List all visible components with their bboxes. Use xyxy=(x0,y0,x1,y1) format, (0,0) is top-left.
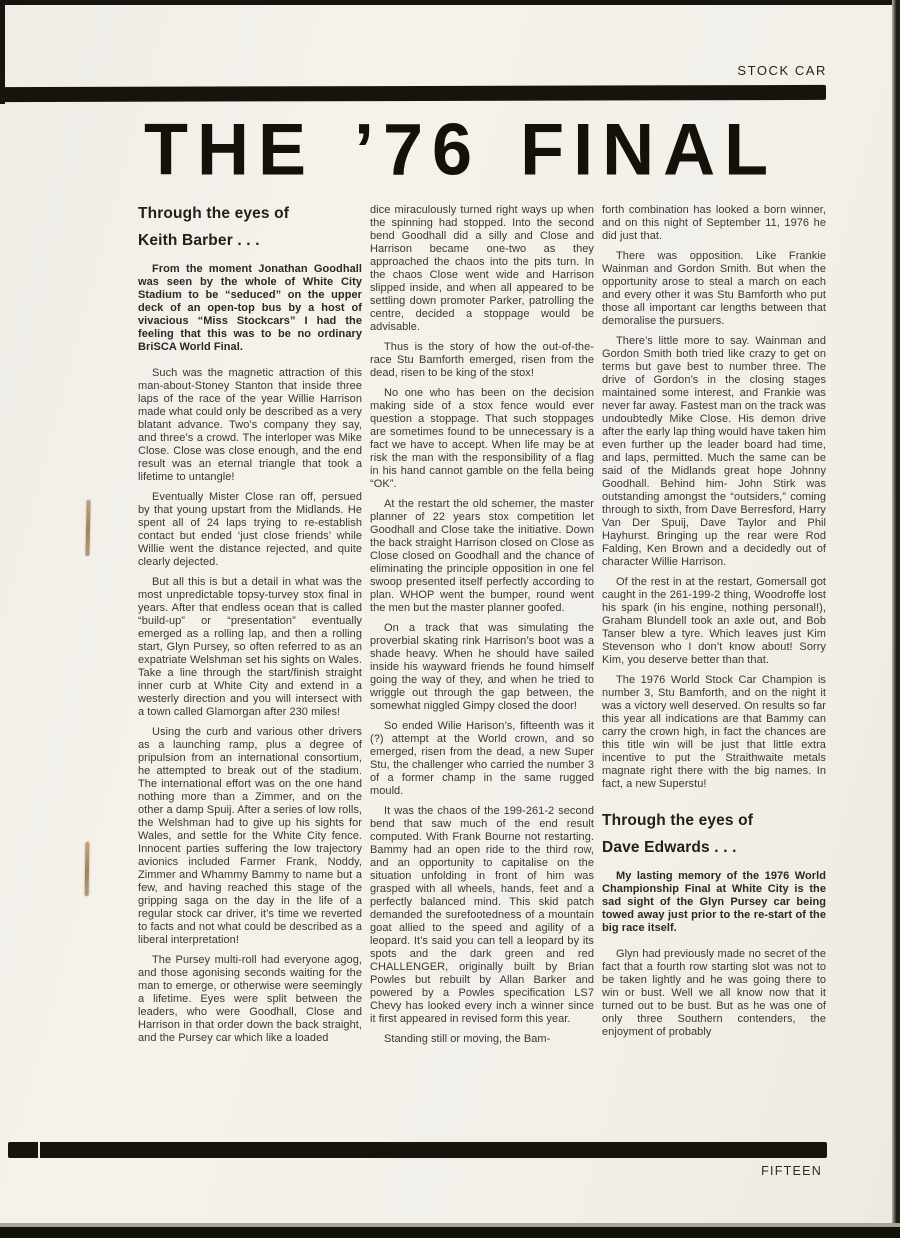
section-heading-line: Through the eyes of xyxy=(138,205,290,222)
body-paragraph: On a track that was simulating the proverbial skating rink Harrison’s boot was a shade heavy. When he should have sailed inside his wayward friends he found himself going the way of they, and when he tried to wriggle out through the gap between, the somewhat niggled Gimpy closed the door! xyxy=(370,622,594,712)
body-paragraph: At the restart the old schemer, the master planner of 22 years stox competition let Goodhall and Close take the initiative. Down the back straight Harrison closed on Close as Close closed on Goodhall and the chance of eliminating the principle opposition in one fel swoop presented itself perfectly according to plan. WHOP went the bumper, round went the men but the master planner goofed. xyxy=(370,498,594,614)
body-paragraph: The 1976 World Stock Car Champion is number 3, Stu Bamforth, and on the night it was a victory well deserved. On results so far this year all indications are that Bammy can carry the crown high, in fact the chances are this title win will be just that little extra incentive to put the Straithwaite metals magnate right there with the big names. In fact, a new Superstu! xyxy=(602,674,826,790)
article-body xyxy=(138,204,826,1146)
body-paragraph: Such was the magnetic attraction of this man-about-Stoney Stanton that inside three laps of the race of the year Willie Harrison made what could only be described as a very blatant advance. Two’s company they say, and three’s a crowd. The interloper was Mike Close. Close was close enough, and the end result was an eternal triangle that took a lifetime to untangle! xyxy=(138,367,362,483)
body-paragraph: Thus is the story of how the out-of-the-race Stu Bamforth emerged, risen from the dead, risen to be king of the stox! xyxy=(370,341,594,379)
article-column-2 xyxy=(370,204,594,1146)
body-paragraph: Of the rest in at the restart, Gomersall got caught in the 261-199-2 thing, Woodroffe lost his spark (in his engine, nothing personal!), Graham Blundell took an axle out, and Bob Tanser blew a tyre. Which leaves just Kim Stevenson who I don’t know about! Sorry Kim, you deserve better than that. xyxy=(602,576,826,666)
page-number: FIFTEEN xyxy=(761,1164,822,1178)
scan-edge-bottom xyxy=(0,1227,900,1238)
body-paragraph: forth combination has looked a born winner, and on this night of September 11, 1976 he did just that. xyxy=(602,204,826,242)
section-heading xyxy=(602,813,826,855)
body-paragraph: But all this is but a detail in what was the most unpredictable topsy-turvey stox final in years. After that endless ocean that is called “build-up” or “presentation” eventually emerged as a rolling lap, and then a rolling start, Glyn Pursey, so often referred to as an expatriate Welshman set his sights on Wales. Take a line through the start/finish straight inner curb at White City and extend in a westerly direction and you will intersect with a town called Glamorgan after 230 miles! xyxy=(138,576,362,718)
staple-mark-top xyxy=(85,500,90,556)
footer-rule xyxy=(8,1142,827,1158)
body-paragraph: The Pursey multi-roll had everyone agog, and those agonising seconds waiting for the man to emerge, or otherwise were seemingly a lifetime. Eyes were split between the leaders, who were Goodhall, Close and Harrison in that order down the back straight, and the Pursey car which like a loaded xyxy=(138,954,362,1044)
body-paragraph: Using the curb and various other drivers as a launching ramp, plus a degree of pripulsion from an international consortium, he attempted to break out of the stadium. The international effort was on the one hand nothing more than a Zimmer, and on the other a damp Spuij. After a series of low rolls, the Welshman had to give up his sights for Wales, and settle for the White City fence. Innocent parties suffering the low trajectory avionics included Farmer Frank, Noddy, Zimmer and Whammy Bammy to name but a few, and having reached this stage of the gripping saga on the day in the life of a regular stock car driver, it’s time we reverted to facts and not what could be described as a liberal interpretation! xyxy=(138,726,362,946)
section-heading-line: Through the eyes of xyxy=(602,812,754,829)
scan-edge-right xyxy=(892,0,900,1238)
body-paragraph: No one who has been on the decision making side of a stox fence would ever question a stoppage. That such stoppages are sometimes found to be unnecessary is a fact we have to accept. When life may be at risk the man with the responsibility of a flag in his hand cannot gamble on the fella being “OK”. xyxy=(370,387,594,490)
body-paragraph: It was the chaos of the 199-261-2 second bend that saw much of the end result computed. With Frank Bourne not restarting. Bammy had an open ride to the third row, and an opportunity to capitalise on the situation unfolding in front of him was grasped with all wheels, hands, feet and a perfectly balanced mind. This skid patch demanded the surefootedness of a mountain goat allied to the speed and agility of a leopard. It’s said you can tell a leopard by its spots and the dark green and red CHALLENGER, originally built by Brian Powles but rebuilt by Allan Barker and powered by a Powles specification LS7 Chevy has looked every inch a winner since it first appeared in revised form this year. xyxy=(370,805,594,1025)
body-paragraph: So ended Wilie Harison’s, fifteenth was it (?) attempt at the World crown, and so emerged, risen from the dead, a new Super Stu, the challenger who carried the number 3 of a former champ in the same rugged mould. xyxy=(370,720,594,797)
body-paragraph: dice miraculously turned right ways up when the spinning had stopped. Into the second bend Goodhall did a silly and Close and Harrison became one-two as they approached the chaos into the pits turn. In the chaos Close went wide and Harrison slipped inside, and when all appeared to be settling down promoter Parker, patrolling the centre, decided a stoppage would be advisable. xyxy=(370,204,594,333)
body-paragraph: Standing still or moving, the Bam- xyxy=(384,1033,551,1045)
body-paragraph: There’s little more to say. Wainman and Gordon Smith both tried like crazy to get on terms but gave best to number three. The drive of Gordon’s in the closing stages maintained some interest, and Frankie was never far away. Fastest man on the track was undoubtedly Mike Close. His demon drive after the early lap thing would have taken him even further up the leader board had time, and laps, permitted. Much the same can be said of the Midlands great hope Johnny Goodhall. Behind him- John Stirk was outstanding amongst the “outsiders,” coming through to sixth, from Dave Berresford, Harry Van Der Spuij, Dave Taylor and Phil Hayhurst. Bringing up the rear were Rod Falding, Ken Brown and a decidedly out of character Willie Harrison. xyxy=(602,335,826,568)
article-title: THE ’76 FINAL xyxy=(144,109,778,191)
section-heading-line: Dave Edwards . . . xyxy=(602,838,737,856)
section-heading xyxy=(138,206,362,248)
section-heading-line: Keith Barber . . . xyxy=(138,231,260,249)
magazine-masthead: STOCK CAR xyxy=(737,63,827,78)
article-column-1 xyxy=(138,204,362,1146)
header-rule xyxy=(0,85,826,102)
body-paragraph: There was opposition. Like Frankie Wainman and Gordon Smith. But when the opportunity arose to steal a march on each and every other it was Stu Bamforth who put those all important car lengths between that demoralise the pursuers. xyxy=(602,250,826,327)
scan-edge-top xyxy=(0,0,900,5)
body-paragraph: Eventually Mister Close ran off, persued by that young upstart from the Midlands. He spent all of 24 laps trying to re-establish contact but ended ‘just close friends’ while Willie went the distance rejected, and quite clearly dejected. xyxy=(138,491,362,568)
lead-paragraph: My lasting memory of the 1976 World Championship Final at White City is the sad sight of the Glyn Pursey car being towed away just prior to the re-start of the big race itself. xyxy=(602,870,826,934)
article-column-3 xyxy=(602,204,826,1146)
body-paragraph: Glyn had previously made no secret of the fact that a fourth row starting slot was not to be taken lightly and he was going there to win or bust. Well we all know now that it turned out to be bust. But as he was one of only three Southern contenders, the enjoyment of probably xyxy=(602,948,826,1038)
lead-paragraph: From the moment Jonathan Goodhall was seen by the whole of White City Stadium to be “seduced” on the upper deck of an open-top bus by a host of vivacious “Miss Stockcars” I had the feeling that this was to be no ordinary BriSCA World Final. xyxy=(138,263,362,353)
staple-mark-bottom xyxy=(85,842,90,896)
